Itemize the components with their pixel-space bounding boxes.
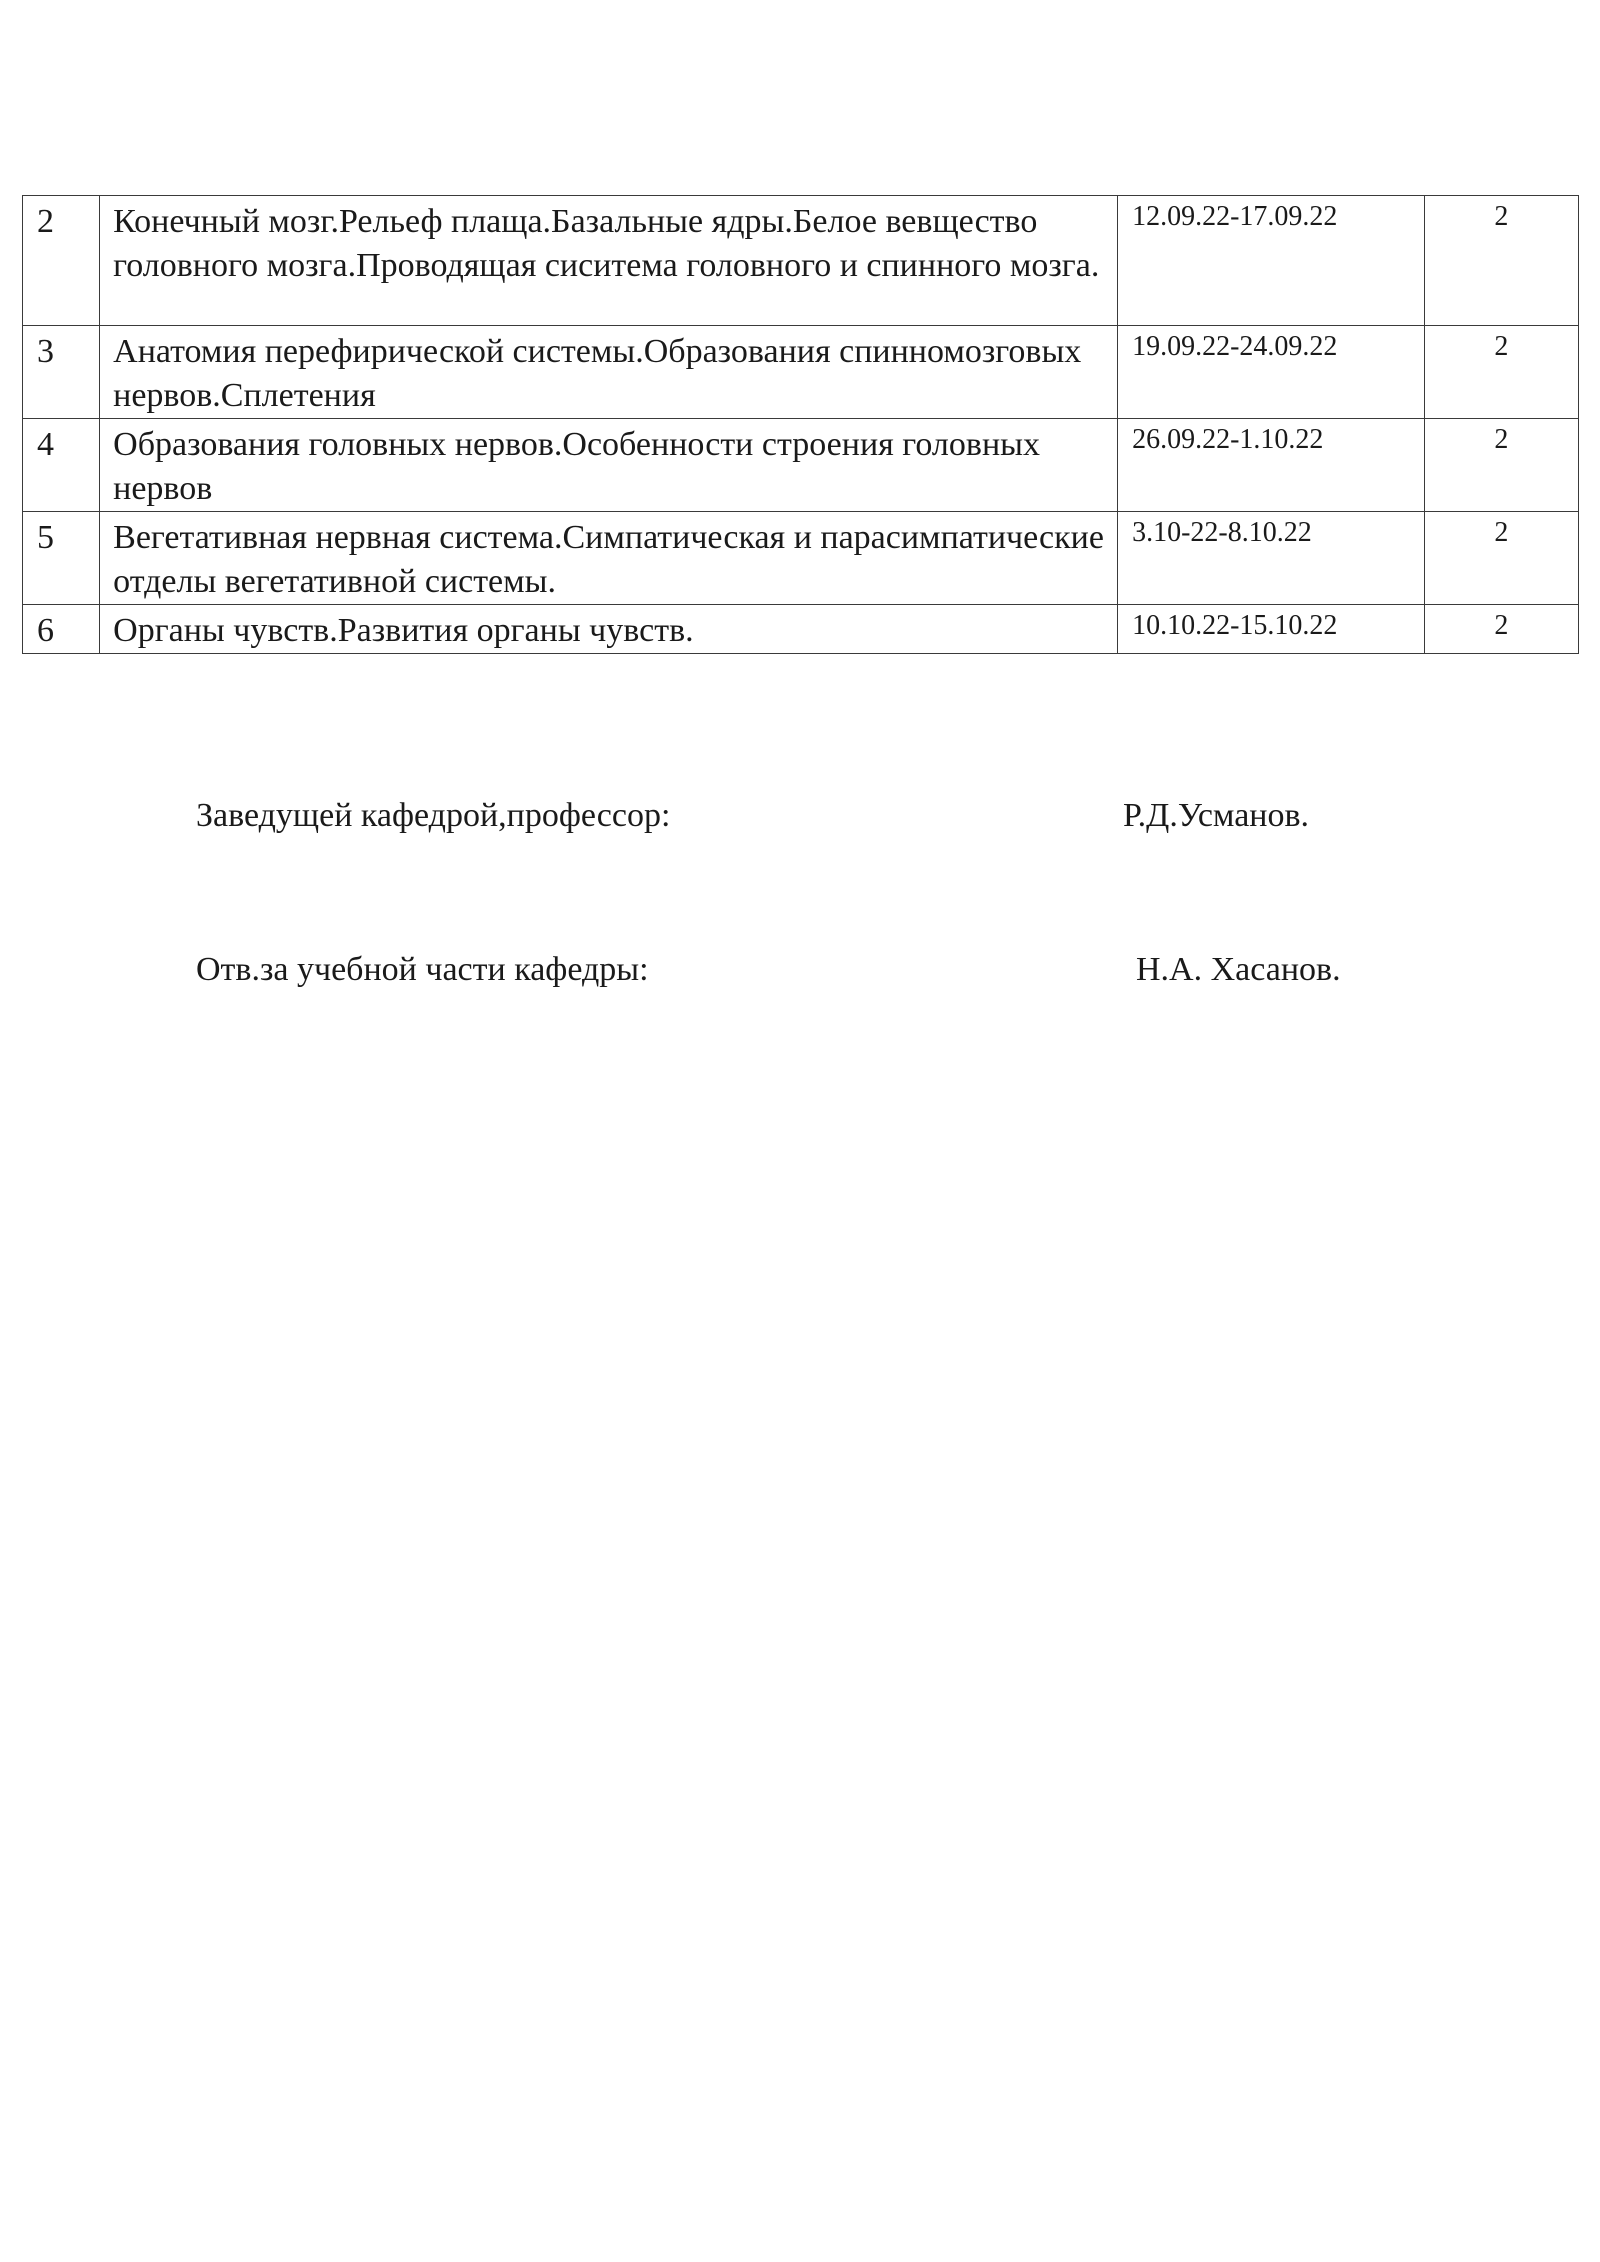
row-topic: Конечный мозг.Рельеф плаща.Базальные ядры.Белое вевщество головного мозга.Проводящая сиситема головного и спинного мозга.: [100, 196, 1118, 326]
row-topic: Образования головных нервов.Особенности строения головных нервов: [100, 419, 1118, 512]
row-number: 2: [23, 196, 100, 326]
table-row: [23, 605, 1579, 654]
row-hours: 2: [1424, 512, 1578, 605]
row-number: 6: [23, 605, 100, 654]
row-dates: 19.09.22-24.09.22: [1118, 326, 1425, 419]
row-hours: 2: [1424, 605, 1578, 654]
row-hours: 2: [1424, 196, 1578, 326]
row-dates: 10.10.22-15.10.22: [1118, 605, 1425, 654]
row-number: 3: [23, 326, 100, 419]
row-topic: Анатомия перефирической системы.Образования спинномозговых нервов.Сплетения: [100, 326, 1118, 419]
department-head-name: Р.Д.Усманов.: [1123, 797, 1310, 834]
table-row: [23, 326, 1579, 419]
table-row: [23, 196, 1579, 326]
row-number: 4: [23, 419, 100, 512]
row-hours: 2: [1424, 419, 1578, 512]
table-row: [23, 419, 1579, 512]
table-row: [23, 512, 1579, 605]
department-head-title: Заведущей кафедрой,профессор:: [196, 797, 671, 834]
row-dates: 12.09.22-17.09.22: [1118, 196, 1425, 326]
row-hours: 2: [1424, 326, 1578, 419]
row-number: 5: [23, 512, 100, 605]
education-officer-name: Н.А. Хасанов.: [1136, 951, 1341, 988]
row-dates: 3.10-22-8.10.22: [1118, 512, 1425, 605]
row-dates: 26.09.22-1.10.22: [1118, 419, 1425, 512]
row-topic: Вегетативная нервная система.Симпатическая и парасимпатические отделы вегетативной системы.: [100, 512, 1118, 605]
schedule-table: [22, 195, 1579, 654]
education-officer-title: Отв.за учебной части кафедры:: [196, 951, 649, 988]
row-topic: Органы чувств.Развития органы чувств.: [100, 605, 1118, 654]
